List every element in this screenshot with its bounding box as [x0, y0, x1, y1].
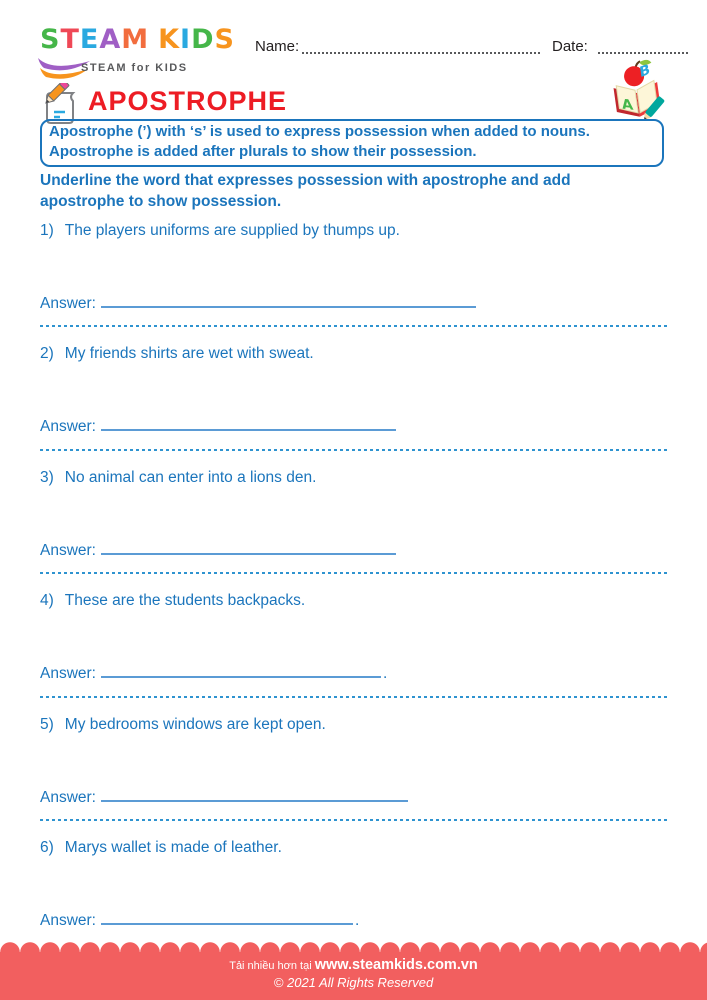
- question-text: Marys wallet is made of leather.: [64, 839, 282, 856]
- answer-row: [40, 294, 478, 313]
- answer-label: Answer:: [40, 418, 96, 435]
- answer-trailing: .: [355, 912, 360, 929]
- dashed-separator: [40, 819, 667, 821]
- question-block-2: [40, 345, 667, 440]
- answer-trailing: .: [383, 665, 388, 682]
- answer-row: [40, 417, 398, 436]
- logo-letter: M: [121, 24, 150, 55]
- dashed-separator: [40, 572, 667, 574]
- logo-letter: E: [79, 24, 100, 55]
- footer-download-text: [0, 952, 707, 974]
- page-title: APOSTROPHE: [88, 86, 288, 116]
- answer-input-line[interactable]: [101, 788, 408, 802]
- logo-letter: S: [40, 24, 61, 55]
- answer-row: [40, 788, 410, 807]
- answer-input-line[interactable]: [101, 911, 353, 925]
- question-block-4: [40, 592, 667, 687]
- question-number: 4): [40, 592, 54, 609]
- instructions: Underline the word that expresses possession with apostrophe and add apostrophe to show possession.: [40, 172, 571, 210]
- question-sentence: [40, 839, 282, 857]
- question-number: 1): [40, 222, 54, 239]
- question-number: 5): [40, 716, 54, 733]
- answer-input-line[interactable]: [101, 664, 381, 678]
- dashed-separator: [40, 449, 667, 451]
- answer-label: Answer:: [40, 912, 96, 929]
- answer-input-line[interactable]: [101, 541, 396, 555]
- footer-scallop-edge: [0, 940, 707, 952]
- logo-letter: S: [214, 24, 235, 55]
- question-sentence: [40, 222, 400, 240]
- answer-input-line[interactable]: [101, 294, 476, 308]
- steam-kids-logo: [40, 26, 235, 53]
- question-block-6: [40, 839, 667, 934]
- footer-banner: [0, 952, 707, 1000]
- question-number: 3): [40, 469, 54, 486]
- question-text: These are the students backpacks.: [64, 592, 306, 609]
- logo-letter: K: [158, 24, 181, 55]
- footer-url[interactable]: www.steamkids.com.vn: [314, 957, 478, 973]
- question-text: The players uniforms are supplied by thumps up.: [64, 222, 400, 239]
- question-number: 2): [40, 345, 54, 362]
- question-number: 6): [40, 839, 54, 856]
- date-label: Date:: [552, 38, 588, 55]
- answer-row: [40, 664, 387, 683]
- answer-input-line[interactable]: [101, 417, 396, 431]
- answer-label: Answer:: [40, 295, 96, 312]
- question-sentence: [40, 345, 314, 363]
- question-sentence: [40, 592, 305, 610]
- logo-letter: I: [180, 24, 192, 55]
- ab-book-icon: [607, 57, 667, 123]
- answer-label: Answer:: [40, 665, 96, 682]
- answer-row: [40, 541, 398, 560]
- question-sentence: [40, 716, 326, 734]
- logo-subtitle: STEAM for KIDS: [81, 62, 188, 74]
- name-label: Name:: [255, 38, 300, 55]
- dashed-separator: [40, 325, 667, 327]
- name-input-line[interactable]: [302, 52, 540, 54]
- logo-letter: T: [60, 24, 80, 55]
- question-text: My bedrooms windows are kept open.: [64, 716, 326, 733]
- rule-line-1: Apostrophe (’) with ‘s’ is used to express possession when added to nouns.: [49, 123, 590, 140]
- svg-text:A: A: [620, 96, 635, 114]
- date-input-line[interactable]: [598, 52, 690, 54]
- answer-label: Answer:: [40, 542, 96, 559]
- footer-more-label: Tải nhiều hơn tại: [229, 960, 312, 972]
- answer-row: [40, 911, 359, 930]
- question-text: No animal can enter into a lions den.: [64, 469, 317, 486]
- question-sentence: [40, 469, 316, 487]
- rule-box: [40, 119, 664, 167]
- answer-label: Answer:: [40, 789, 96, 806]
- footer-copyright: © 2021 All Rights Reserved: [273, 975, 434, 990]
- question-block-3: [40, 469, 667, 564]
- logo-letter: A: [99, 24, 122, 55]
- logo-letter: D: [191, 24, 215, 55]
- question-block-5: [40, 716, 667, 811]
- question-block-1: [40, 222, 667, 317]
- question-text: My friends shirts are wet with sweat.: [64, 345, 314, 362]
- dashed-separator: [40, 696, 667, 698]
- svg-text:B: B: [638, 61, 652, 82]
- rule-line-2: Apostrophe is added after plurals to show their possession.: [49, 143, 477, 160]
